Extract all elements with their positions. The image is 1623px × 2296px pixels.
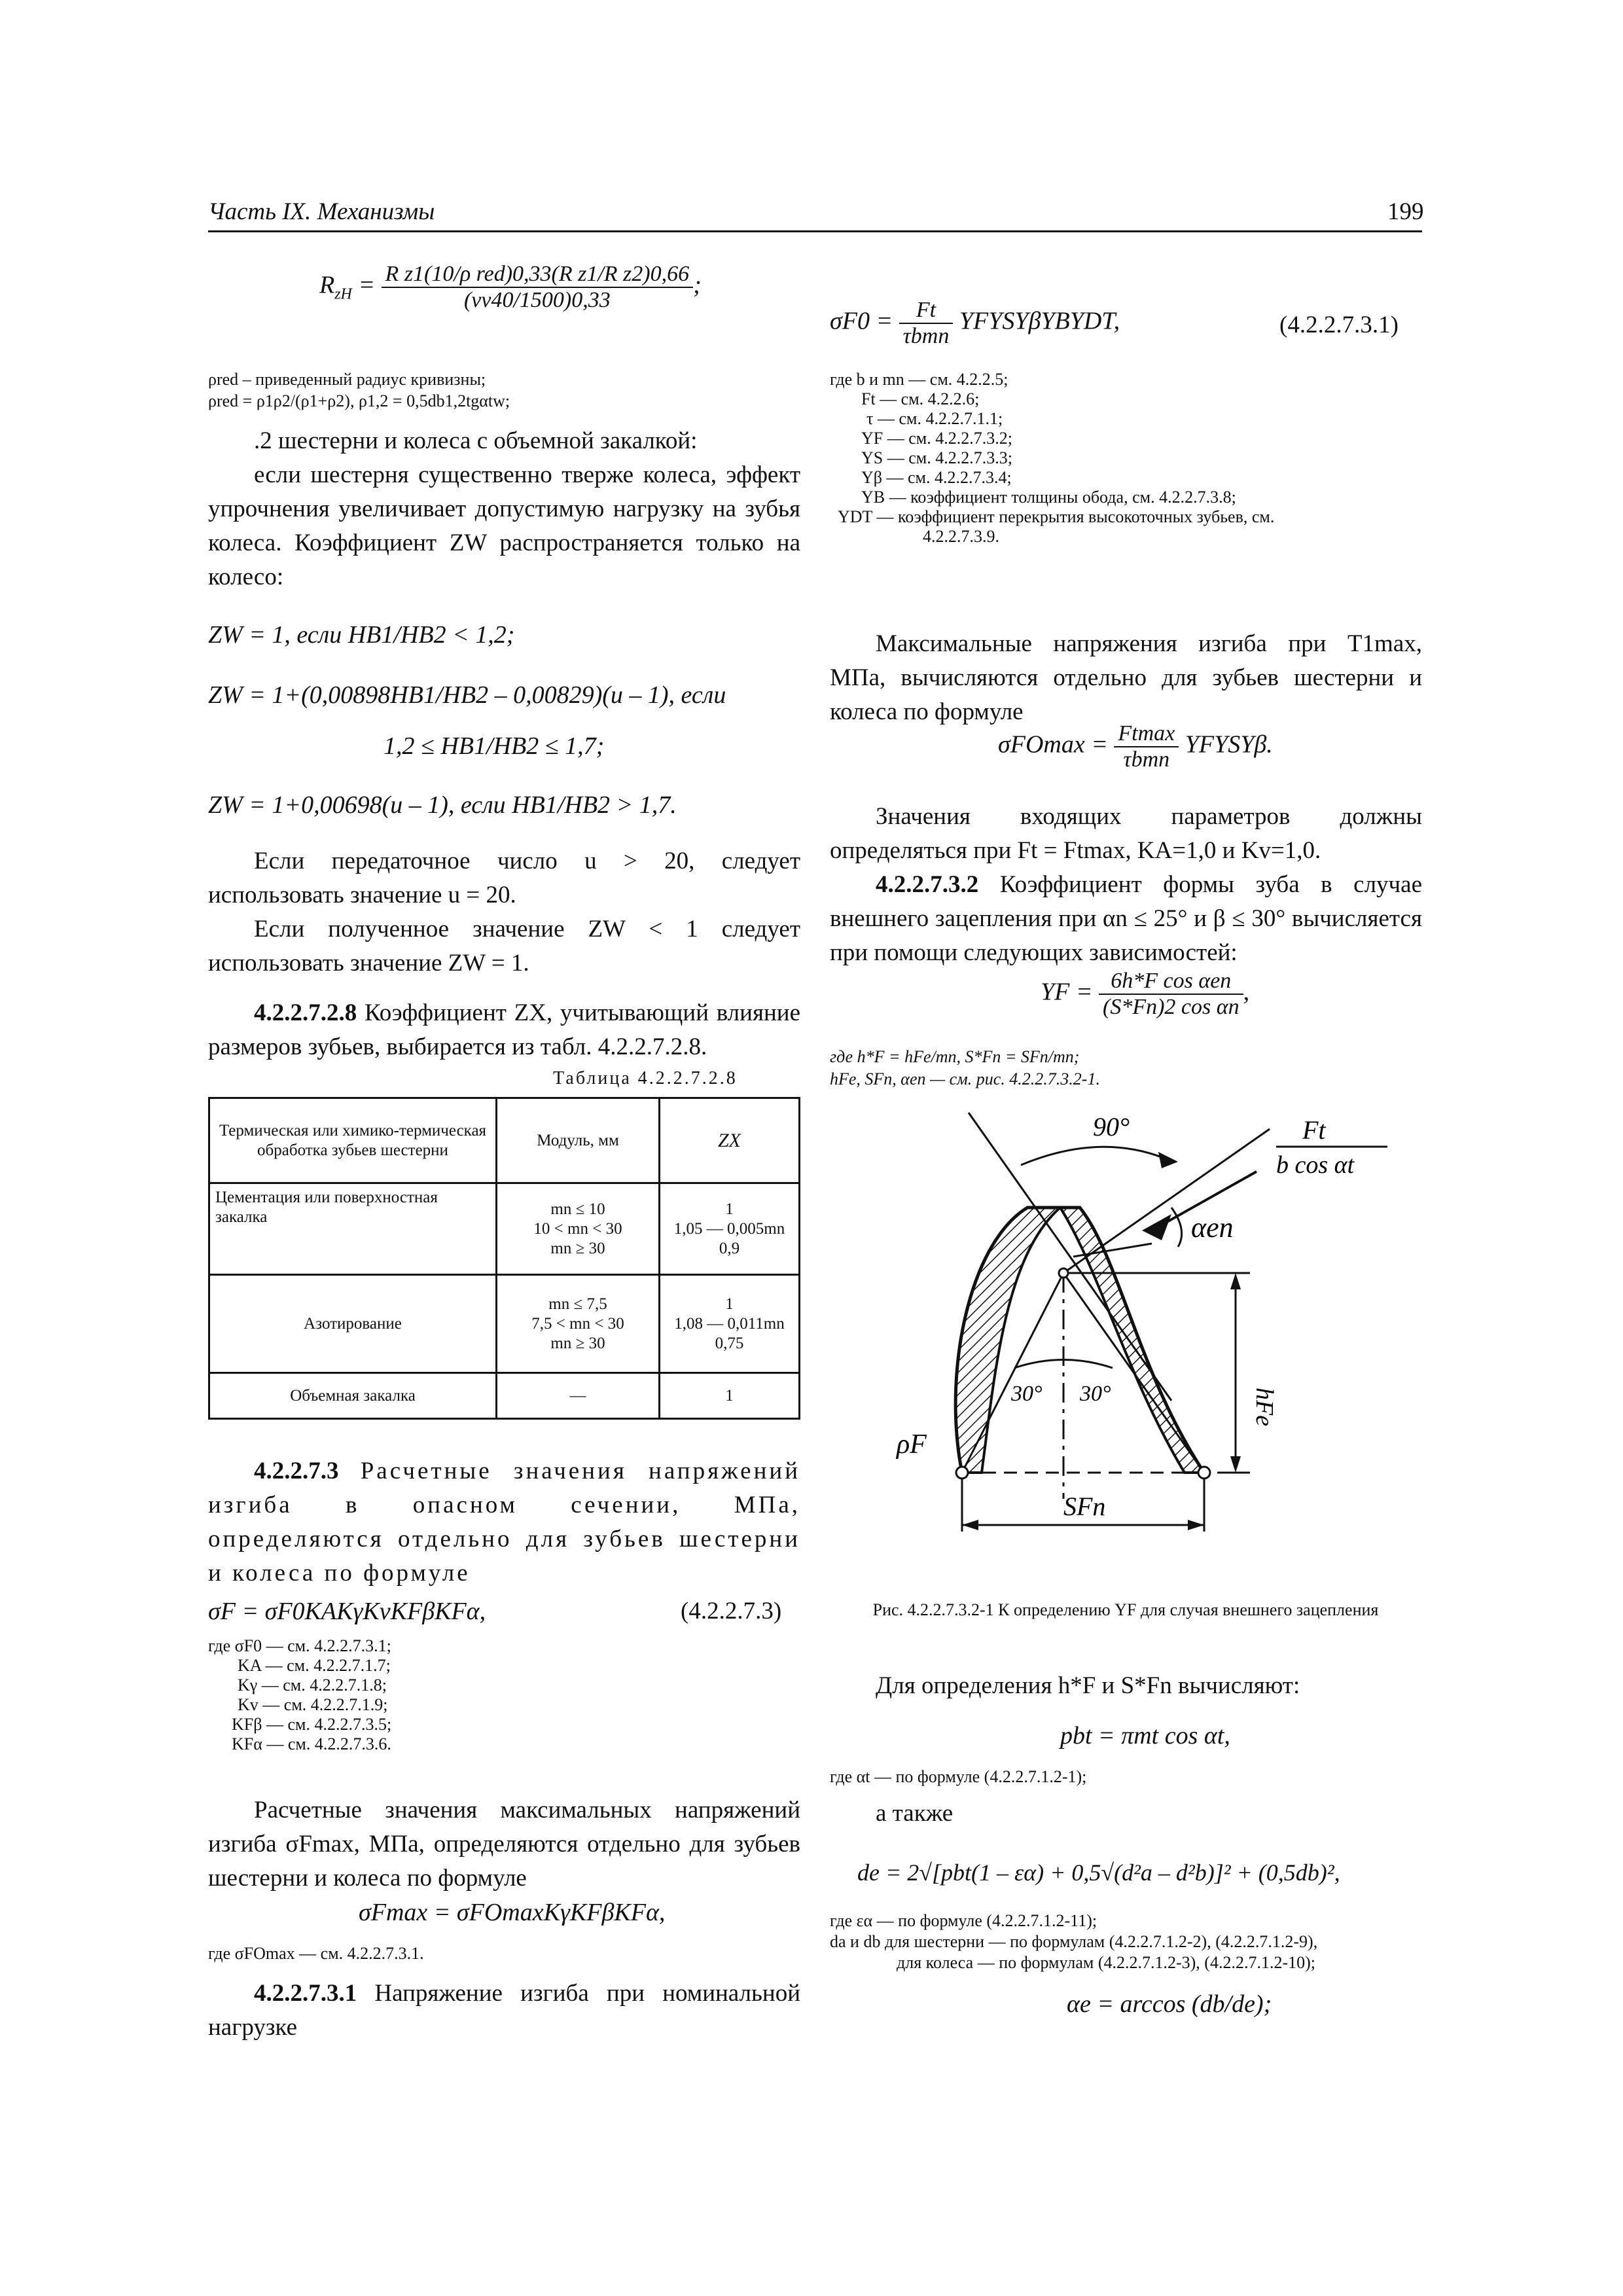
formula-zw-2-condition: 1,2 ≤ HB1/HB2 ≤ 1,7;: [383, 732, 605, 760]
formula-de: de = 2√[pbt(1 – εα) + 0,5√(d²a – d²b)]² + (0,5db)²,: [857, 1859, 1340, 1886]
page-number: 199: [1387, 198, 1424, 225]
label-sfn: SFn: [1063, 1492, 1106, 1521]
paragraph-volume-hardening: [208, 424, 800, 594]
formula-zw-2: ZW = 1+(0,00898HB1/HB2 – 0,00829)(u – 1), если: [208, 681, 726, 709]
figure-caption: Рис. 4.2.2.7.3.2-1 К определению YF для случая внешнего зацепления: [872, 1600, 1379, 1619]
table-cell-module: —: [497, 1373, 660, 1419]
yf-where-2: hFe, SFn, αen — см. рис. 4.2.2.7.3.2-1.: [830, 1069, 1100, 1088]
formula-yf: YF = $\frac{\text{6h*F cos αen}}{\text{(S*Fn)2 cos αn}}$ ,: [1041, 969, 1250, 1019]
formula-alpha-e: αe = arccos (db/de);: [1067, 1990, 1272, 2018]
table-cell-treatment: Цементация или поверхностная закалка: [209, 1183, 497, 1275]
paragraph-zw-limit: Если полученное значение ZW < 1 следует использовать значение ZW = 1.: [208, 916, 800, 977]
table-row: [209, 1275, 800, 1373]
table-cell-treatment: Азотирование: [209, 1275, 497, 1373]
table-row: [209, 1183, 800, 1275]
paragraph-4-2-2-7-3-2: 4.2.2.7.3.2 Коэффициент формы зуба в случае внешнего зацепления при αn ≤ 25° и β ≤ 30° вычисляется при помощи следующих зависимостей:: [830, 871, 1422, 966]
paragraph-body: если шестерня существенно тверже колеса, эффект упрочнения увеличивает допустимую нагрузку на зубья колеса. Коэффициент ZW распространяется только на колесо:: [208, 461, 800, 590]
table-caption: Таблица 4.2.2.7.2.8: [553, 1068, 738, 1088]
formula-sigma-f0-number: (4.2.2.7.3.1): [1279, 312, 1399, 338]
label-force-den: b cos αt: [1276, 1151, 1355, 1179]
paragraph-lead: .2 шестерни и колеса с объемной закалкой:: [254, 427, 698, 454]
table-cell-zx: 1 1,08 — 0,011mn 0,75: [660, 1275, 800, 1373]
paragraph-also: а также: [876, 1800, 954, 1827]
where-list-right: где b и mn — см. 4.2.2.5; Ft — см. 4.2.2.6; τ — см. 4.2.2.7.1.1; YF — см. 4.2.2.7.3.2; YS — см. 4.2.2.7.3.3; Yβ — см. 4.2.2.7.3.4; YB — коэффициент толщины обода, см. 4.2.2.7.3.8; YDT — коэффициент перекрытия высокоточных зубьев, см. 4.2.2.7.3.9.: [830, 370, 1275, 546]
rho-red-definition-2: ρred = ρ1ρ2/(ρ1+ρ2), ρ1,2 = 0,5db1,2tgαtw;: [208, 391, 510, 410]
paragraph-define: Для определения h*F и S*Fn вычисляют:: [876, 1672, 1300, 1699]
zx-table: [208, 1097, 800, 1420]
table-header-row: [209, 1098, 800, 1183]
de-where-2: da и db для шестерни — по формулам (4.2.2.7.1.2-2), (4.2.2.7.1.2-9),: [830, 1932, 1318, 1951]
table-header-module: Модуль, мм: [497, 1098, 660, 1183]
formula-sigma-fmax: σFmax = σFOmaxKγKFβKFα,: [359, 1899, 666, 1926]
formula-sigma-fomax: σFOmax = $\frac{Ftmax}{\text{τbmn}}$ YFYSYβ.: [998, 721, 1273, 772]
section-header: Часть IX. Механизмы: [208, 198, 435, 225]
pbt-where: где αt — по формуле (4.2.2.7.1.2-1);: [830, 1767, 1087, 1786]
label-alpha-en: αen: [1191, 1211, 1234, 1244]
paragraph-4-2-2-7-3: 4.2.2.7.3 Расчетные значения напряжений изгиба в опасном сечении, МПа, определяются отдельно для зубьев шестерни и колеса по формуле: [208, 1458, 800, 1587]
formula-sigma-f0: σF0 = $\frac{Ft}{\text{τbmn}}$ YFYSYβYBYDT,: [830, 298, 1120, 348]
de-where-3: для колеса — по формулам (4.2.2.7.1.2-3), (4.2.2.7.1.2-10);: [897, 1953, 1316, 1972]
formula-zw-1: ZW = 1, если HB1/HB2 < 1,2;: [208, 621, 515, 649]
table-cell-treatment: Объемная закалка: [209, 1373, 497, 1419]
table-cell-zx: 1: [660, 1373, 800, 1419]
table-cell-zx: 1 1,05 — 0,005mn 0,9: [660, 1183, 800, 1275]
table-header-zx: ZX: [660, 1098, 800, 1183]
table-cell-module: mn ≤ 10 10 < mn < 30 mn ≥ 30: [497, 1183, 660, 1275]
label-hfe: hFe: [1251, 1388, 1278, 1427]
formula-zw-3: ZW = 1+0,00698(u – 1), если HB1/HB2 > 1,7.: [208, 791, 677, 819]
formula-pbt: pbt = πmt cos αt,: [1060, 1722, 1230, 1749]
paragraph-max-stress-right: Максимальные напряжения изгиба при T1max, МПа, вычисляются отдельно для зубьев шестерни и колеса по формуле: [830, 630, 1422, 725]
label-force-num: Ft: [1302, 1115, 1326, 1145]
rho-red-definition-1: ρred – приведенный радиус кривизны;: [208, 370, 486, 389]
tooth-left-flank: [955, 1208, 1060, 1473]
table-header-treatment: Термическая или химико-термическая обработка зубьев шестерни: [209, 1098, 497, 1183]
label-30-left: 30°: [1011, 1382, 1043, 1406]
table-row: [209, 1373, 800, 1419]
table-cell-module: mn ≤ 7,5 7,5 < mn < 30 mn ≥ 30: [497, 1275, 660, 1373]
tooth-figure: [864, 1100, 1427, 1577]
yf-where-1: где h*F = hFe/mn, S*Fn = SFn/mn;: [830, 1047, 1080, 1066]
sigma-fmax-where: где σFOmax — см. 4.2.2.7.3.1.: [208, 1944, 424, 1963]
label-rho-f: ρF: [897, 1429, 927, 1460]
de-where-1: где εα — по формуле (4.2.2.7.1.2-11);: [830, 1911, 1097, 1930]
formula-rzh: $R_{zH}$ = $\frac{\text{R z1(10/ρ red)0,33(R z1/R z2)0,66}}{(\nu\nu 40/1500)0,33}$ ;: [319, 262, 702, 312]
header-rule: [208, 230, 1422, 232]
formula-sigma-f: σF = σF0KAKγKvKFβKFα,: [208, 1598, 486, 1625]
paragraph-u-limit: Если передаточное число u > 20, следует использовать значение u = 20.: [208, 848, 800, 908]
label-90: 90°: [1093, 1112, 1130, 1141]
paragraph-input-values: Значения входящих параметров должны определяться при Ft = Ftmax, KA=1,0 и Kv=1,0.: [830, 803, 1422, 864]
where-list-left: где σF0 — см. 4.2.2.7.3.1; KA — см. 4.2.2.7.1.7; Kγ — см. 4.2.2.7.1.8; Kv — см. 4.2.2.7.1.9; KFβ — см. 4.2.2.7.3.5; KFα — см. 4.2.2.7.3.6.: [208, 1636, 392, 1753]
paragraph-4-2-2-7-3-1: 4.2.2.7.3.1 Напряжение изгиба при номинальной нагрузке: [208, 1980, 800, 2041]
label-30-right: 30°: [1080, 1382, 1111, 1406]
paragraph-4-2-2-7-2-8: 4.2.2.7.2.8 Коэффициент ZX, учитывающий влияние размеров зубьев, выбирается из табл. 4.2.2.7.2.8.: [208, 999, 800, 1060]
paragraph-max-stress: Расчетные значения максимальных напряжений изгиба σFmax, МПа, определяются отдельно для зубьев шестерни и колеса по формуле: [208, 1797, 800, 1892]
formula-sigma-f-number: (4.2.2.7.3): [681, 1598, 782, 1624]
